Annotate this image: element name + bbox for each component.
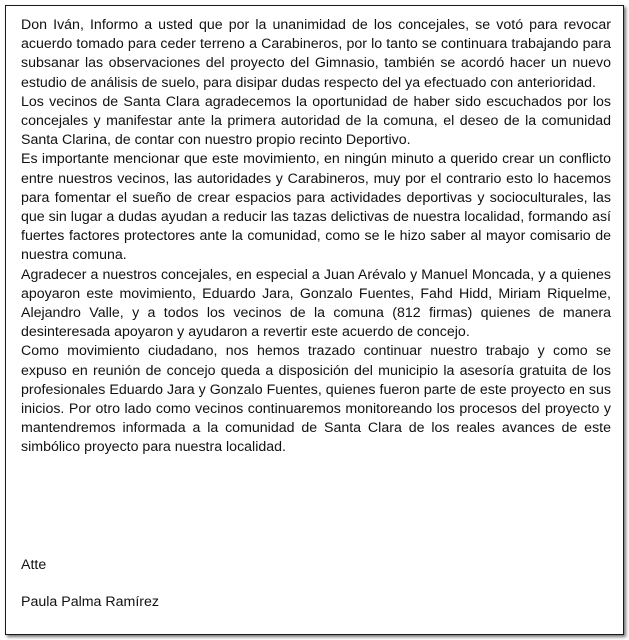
paragraph-purpose: Es importante mencionar que este movimiento, en ningún minuto a querido crear un conflicto entre nuestros vecinos, las autoridades y Carabineros, muy por el contrario esto lo hacemos para fomentar el sueño de crear espacios para actividades deportivas y socioculturales, las que sin lugar a dudas ayudan a reducir las tazas delictivas de nuestra localidad, formando así fuertes factores protectores ante la comunidad, como se le hizo saber al mayor comisario de nuestra comuna. (21, 151, 611, 264)
letter-signature: Paula Palma Ramírez (21, 594, 159, 610)
letter-body (21, 16, 611, 458)
paragraph-acknowledgements: Agradecer a nuestros concejales, en especial a Juan Arévalo y Manuel Moncada, y a quienes apoyaron este movimiento, Eduardo Jara, Gonzalo Fuentes, Fahd Hidd, Miriam Riquelme, Alejandro Valle, y a todos los vecinos de la comuna (812 firmas) quienes de manera desinteresada apoyaron y ayudaron a revertir este acuerdo de concejo. (21, 266, 611, 341)
paragraph-gratitude: Los vecinos de Santa Clara agradecemos la oportunidad de haber sido escuchados por los concejales y manifestar ante la primera autoridad de la comuna, el deseo de la comunidad Santa Clarina, de contar con nuestro propio recinto Deportivo. (21, 93, 611, 149)
paragraph-commitment: Como movimiento ciudadano, nos hemos trazado continuar nuestro trabajo y como se expuso en reunión de concejo queda a disposición del municipio la asesoría gratuita de los profesionales Eduardo Jara y Gonzalo Fuentes, quienes fueron parte de este proyecto en sus inicios. Por otro lado como vecinos continuaremos monitoreando los procesos del proyecto y mantendremos informada a la comunidad de Santa Clara de los reales avances de este simbólico proyecto para nuestra localidad. (21, 343, 611, 456)
letter-closing: Atte (21, 557, 47, 573)
paragraph-resolution: Don Iván, Informo a usted que por la unanimidad de los concejales, se votó para revocar acuerdo tomado para ceder terreno a Carabineros, por lo tanto se continuara trabajando para subsanar las observaciones del proyecto del Gimnasio, también se acordó hacer un nuevo estudio de análisis de suelo, para disipar dudas respecto del ya efectuado con anterioridad. (21, 17, 611, 91)
